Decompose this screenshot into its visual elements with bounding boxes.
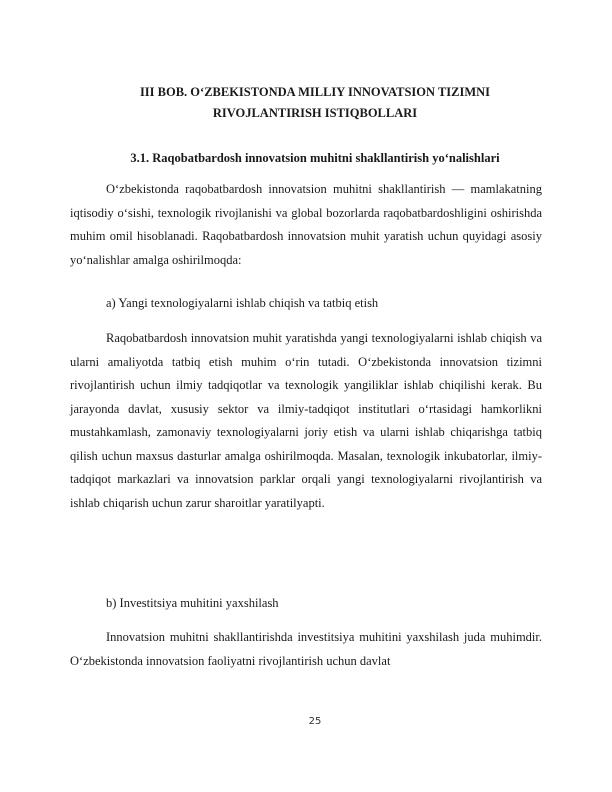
subheading-a: a) Yangi texnologiyalarni ishlab chiqish va tatbiq etish [106,296,379,310]
section-title: 3.1. Raqobatbardosh innovatsion muhitni shakllantirish yo‘nalishlari [130,151,500,165]
subheading-b: b) Investitsiya muhitini yaxshilash [106,596,279,610]
paragraph-a: Raqobatbardosh innovatsion muhit yaratishda yangi texnologiyalarni ishlab chiqish va ularni amaliyotda tatbiq etish muhim o‘rin tutadi. O‘zbekistonda innovatsion tizimni rivojlantirish uchun ilmiy tadqiqotlar va texnologik yangiliklar ishlab chiqilishi kerak. Bu jarayonda davlat, xususiy sektor va ilmiy-tadqiqot institutlari o‘rtasidagi hamkorlikni mustahkamlash, zamonaviy texnologiyalarni joriy etish va ularni ishlab chiqarishga tatbiq qilish uchun maxsus dasturlar amalga oshirilmoqda. Masalan, texnologik inkubatorlar, ilmiy-tadqiqot markazlari va innovatsion parklar orqali yangi texnologiyalarni rivojlantirish va ishlab chiqarish uchun zarur sharoitlar yaratilyapti. [70,331,542,510]
chapter-title-line-1: III BOB. O‘ZBEKISTONDA MILLIY INNOVATSION TIZIMNI [139,85,491,99]
intro-paragraph: O‘zbekistonda raqobatbardosh innovatsion muhitni shakllantirish — mamlakatning iqtisodiy o‘sishi, texnologik rivojlanishi va global bozorlarda raqobatbardoshligini oshirishda muhim omil hisoblanadi. Raqobatbardosh innovatsion muhit yaratish uchun quyidagi asosiy yo‘nalishlar amalga oshirilmoqda: [70,182,542,267]
paragraph-b: Innovatsion muhitni shakllantirishda investitsiya muhitini yaxshilash juda muhimdir. O‘zbekistonda innovatsion faoliyatni rivojlantirish uchun davlat [70,630,542,668]
chapter-title-line-2: RIVOJLANTIRISH ISTIQBOLLARI [212,106,418,120]
chapter-title [70,82,542,124]
page-number: 25 [308,716,322,727]
